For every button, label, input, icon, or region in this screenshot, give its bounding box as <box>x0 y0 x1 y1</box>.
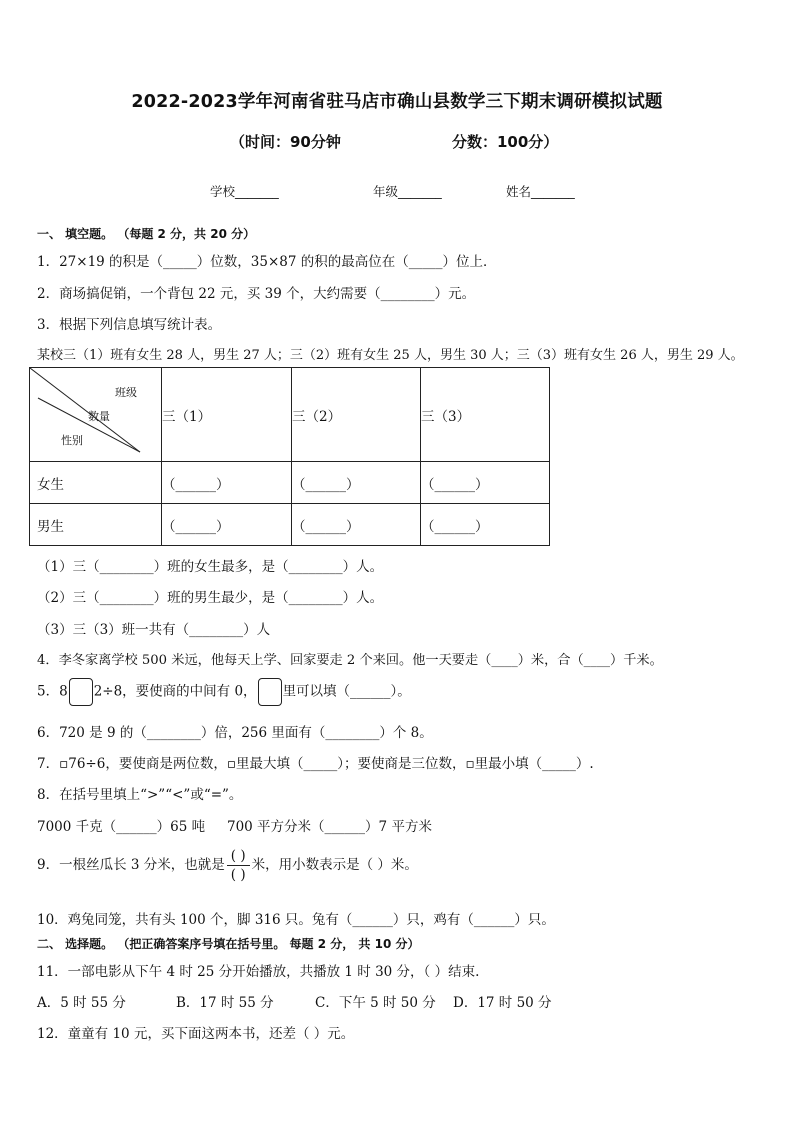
table-corner-cell <box>30 368 162 462</box>
question-9-prefix: 9．一根丝瓜长 3 分米，也就是 <box>37 857 225 873</box>
question-12: 12．童童有 10 元，买下面这两本书，还差（ ）元。 <box>37 1026 355 1042</box>
question-11-option-d: D．17 时 50 分 <box>453 995 552 1011</box>
fraction-numerator: ( ) <box>227 847 250 866</box>
column-header: 三（3） <box>421 368 550 462</box>
question-3-sub3: （3）三（3）班一共有（________）人 <box>37 622 271 638</box>
fraction-denominator: ( ) <box>230 867 246 883</box>
question-3-info: 某校三（1）班有女生 28 人，男生 27 人；三（2）班有女生 25 人，男生 30 人；三（3）班有女生 26 人，男生 29 人。 <box>37 348 744 363</box>
row-label: 女生 <box>30 462 162 504</box>
question-11-option-c: C．下午 5 时 50 分 <box>315 995 436 1011</box>
question-6: 6．720 是 9 的（________）倍，256 里面有（________）个 8。 <box>37 725 433 741</box>
question-10: 10．鸡兔同笼，共有头 100 个，脚 316 只。兔有（______）只，鸡有（______）只。 <box>37 912 555 928</box>
question-5 <box>37 678 411 706</box>
question-11-option-a: A．5 时 55 分 <box>37 995 126 1011</box>
name-field: 姓名_______ <box>506 184 575 199</box>
fraction <box>227 847 250 884</box>
table-cell: （______） <box>162 504 292 546</box>
time-label: （时间：90分钟 <box>230 133 341 151</box>
table-cell: （______） <box>292 462 421 504</box>
blank-box <box>69 678 93 706</box>
blank-box <box>258 678 282 706</box>
question-9 <box>37 847 418 884</box>
question-5-middle: 2÷8，要使商的中间有 0， <box>93 683 257 700</box>
table-row <box>30 504 550 546</box>
table-cell: （______） <box>292 504 421 546</box>
question-3-sub1: （1）三（________）班的女生最多，是（________）人。 <box>37 559 384 575</box>
question-4: 4．李冬家离学校 500 米远，他每天上学、回家要走 2 个来回。他一天要走（____）米，合（____）千米。 <box>37 653 663 668</box>
question-9-suffix: 米，用小数表示是（ ）米。 <box>251 857 418 873</box>
column-header: 三（1） <box>162 368 292 462</box>
section1-heading: 一、 填空题。 （每题 2 分，共 20 分） <box>37 227 256 241</box>
row-label: 男生 <box>30 504 162 546</box>
statistics-table <box>29 367 550 546</box>
table-cell: （______） <box>421 504 550 546</box>
exam-title: 2022-2023学年河南省驻马店市确山县数学三下期末调研模拟试题 <box>131 92 663 112</box>
question-5-prefix: 5．8 <box>37 683 68 700</box>
table-row <box>30 462 550 504</box>
table-cell: （______） <box>421 462 550 504</box>
question-11: 11．一部电影从下午 4 时 25 分开始播放，共播放 1 时 30 分，（ ）结束. <box>37 964 480 980</box>
question-8-a: 7000 千克（______）65 吨 <box>37 819 206 835</box>
question-8-b: 700 平方分米（______）7 平方米 <box>227 819 432 835</box>
corner-class-label: 班级 <box>115 386 137 399</box>
question-11-option-b: B．17 时 55 分 <box>176 995 274 1011</box>
grade-field: 年级_______ <box>373 184 442 199</box>
question-5-suffix: 里可以填（______）。 <box>282 683 411 700</box>
score-label: 分数：100分） <box>452 133 559 151</box>
section2-heading: 二、 选择题。 （把正确答案序号填在括号里。 每题 2 分， 共 10 分） <box>37 937 420 951</box>
question-3: 3．根据下列信息填写统计表。 <box>37 317 222 333</box>
table-cell: （______） <box>162 462 292 504</box>
question-3-sub2: （2）三（________）班的男生最少，是（________）人。 <box>37 590 384 606</box>
question-1: 1．27×19 的积是（_____）位数，35×87 的积的最高位在（_____）位上． <box>37 254 497 270</box>
corner-gender-label: 性别 <box>61 434 83 447</box>
corner-count-label: 数量 <box>88 410 110 423</box>
question-8: 8．在括号里填上“>”“<”或“=”。 <box>37 787 243 803</box>
question-7: 7．▫76÷6，要使商是两位数，▫里最大填（_____）；要使商是三位数，▫里最小填（_____）. <box>37 756 594 772</box>
column-header: 三（2） <box>292 368 421 462</box>
school-field: 学校_______ <box>210 184 279 199</box>
question-2: 2．商场搞促销，一个背包 22 元，买 39 个，大约需要（________）元。 <box>37 286 476 302</box>
